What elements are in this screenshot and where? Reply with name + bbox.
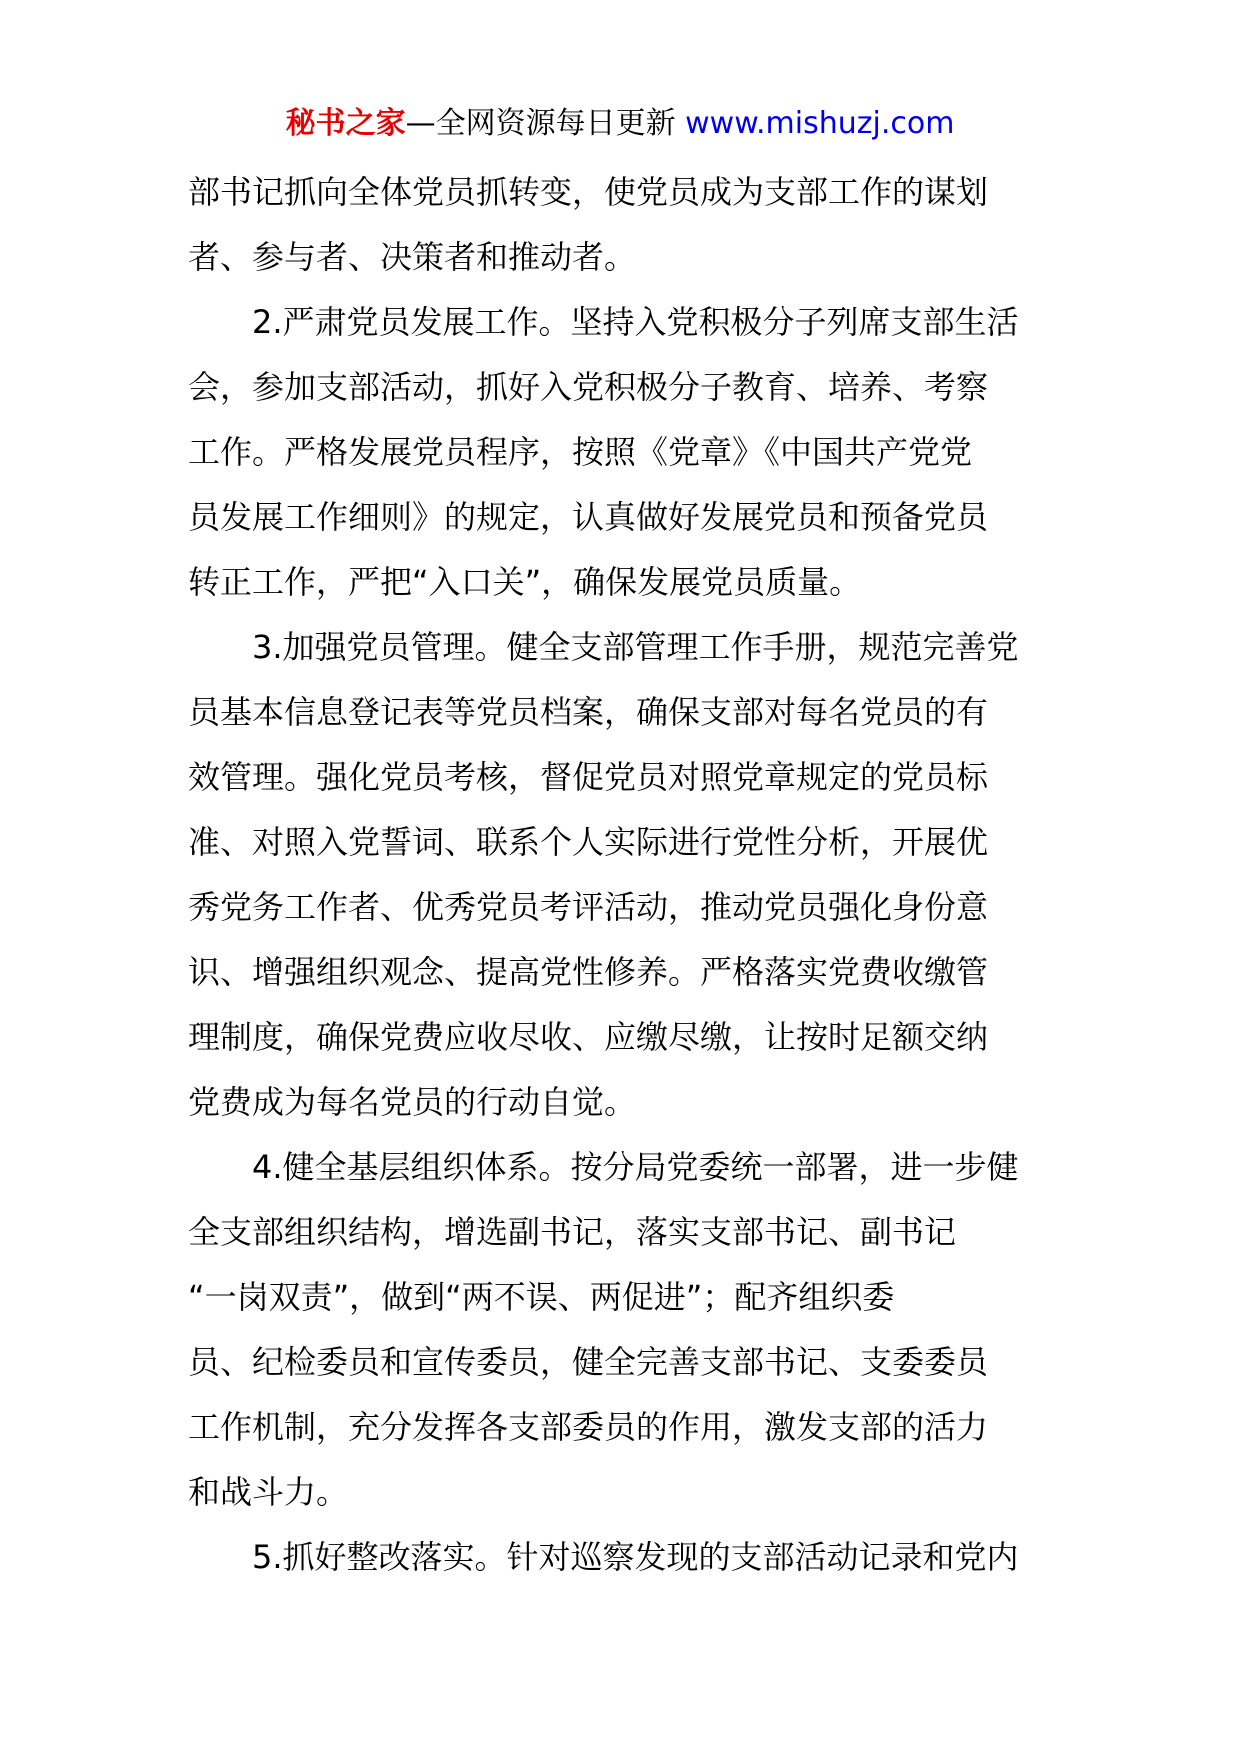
- text-line: 转正工作，严把“入口关”，确保发展党员质量。: [188, 563, 862, 601]
- page-header: [0, 100, 1240, 148]
- text-line: 2.严肃党员发展工作。坚持入党积极分子列席支部生活: [188, 303, 1019, 341]
- text-line: 和战斗力。: [188, 1473, 349, 1511]
- text-line: 会，参加支部活动，抓好入党积极分子教育、培养、考察: [188, 368, 989, 406]
- text-line: 秀党务工作者、优秀党员考评活动，推动党员强化身份意: [188, 888, 989, 926]
- text-line: 4.健全基层组织体系。按分局党委统一部署，进一步健: [188, 1148, 1019, 1186]
- text-line: “一岗双责”，做到“两不误、两促进”；配齐组织委: [188, 1278, 895, 1316]
- site-url-link[interactable]: www.mishuzj.com: [685, 106, 955, 141]
- text-line: 5.抓好整改落实。针对巡察发现的支部活动记录和党内: [188, 1538, 1019, 1576]
- text-line: 理制度，确保党费应收尽收、应缴尽缴，让按时足额交纳: [188, 1018, 989, 1056]
- text-line: 工作机制，充分发挥各支部委员的作用，激发支部的活力: [188, 1408, 989, 1446]
- document-body: [188, 160, 1058, 1590]
- text-line: 部书记抓向全体党员抓转变，使党员成为支部工作的谋划: [188, 173, 989, 211]
- header-slogan: —全网资源每日更新: [405, 106, 686, 141]
- text-line: 者、参与者、决策者和推动者。: [188, 238, 637, 276]
- text-line: 3.加强党员管理。健全支部管理工作手册，规范完善党: [188, 628, 1019, 666]
- text-line: 党费成为每名党员的行动自觉。: [188, 1083, 637, 1121]
- text-line: 效管理。强化党员考核，督促党员对照党章规定的党员标: [188, 758, 989, 796]
- text-line: 准、对照入党誓词、联系个人实际进行党性分析，开展优: [188, 823, 989, 861]
- text-line: 员发展工作细则》的规定，认真做好发展党员和预备党员: [188, 498, 989, 536]
- text-line: 工作。严格发展党员程序，按照《党章》《中国共产党党: [188, 433, 973, 471]
- brand-name: 秘书之家: [285, 106, 406, 141]
- text-line: 员基本信息登记表等党员档案，确保支部对每名党员的有: [188, 693, 989, 731]
- text-line: 员、纪检委员和宣传委员，健全完善支部书记、支委委员: [188, 1343, 989, 1381]
- text-line: 全支部组织结构，增选副书记，落实支部书记、副书记: [188, 1213, 957, 1251]
- text-line: 识、增强组织观念、提高党性修养。严格落实党费收缴管: [188, 953, 989, 991]
